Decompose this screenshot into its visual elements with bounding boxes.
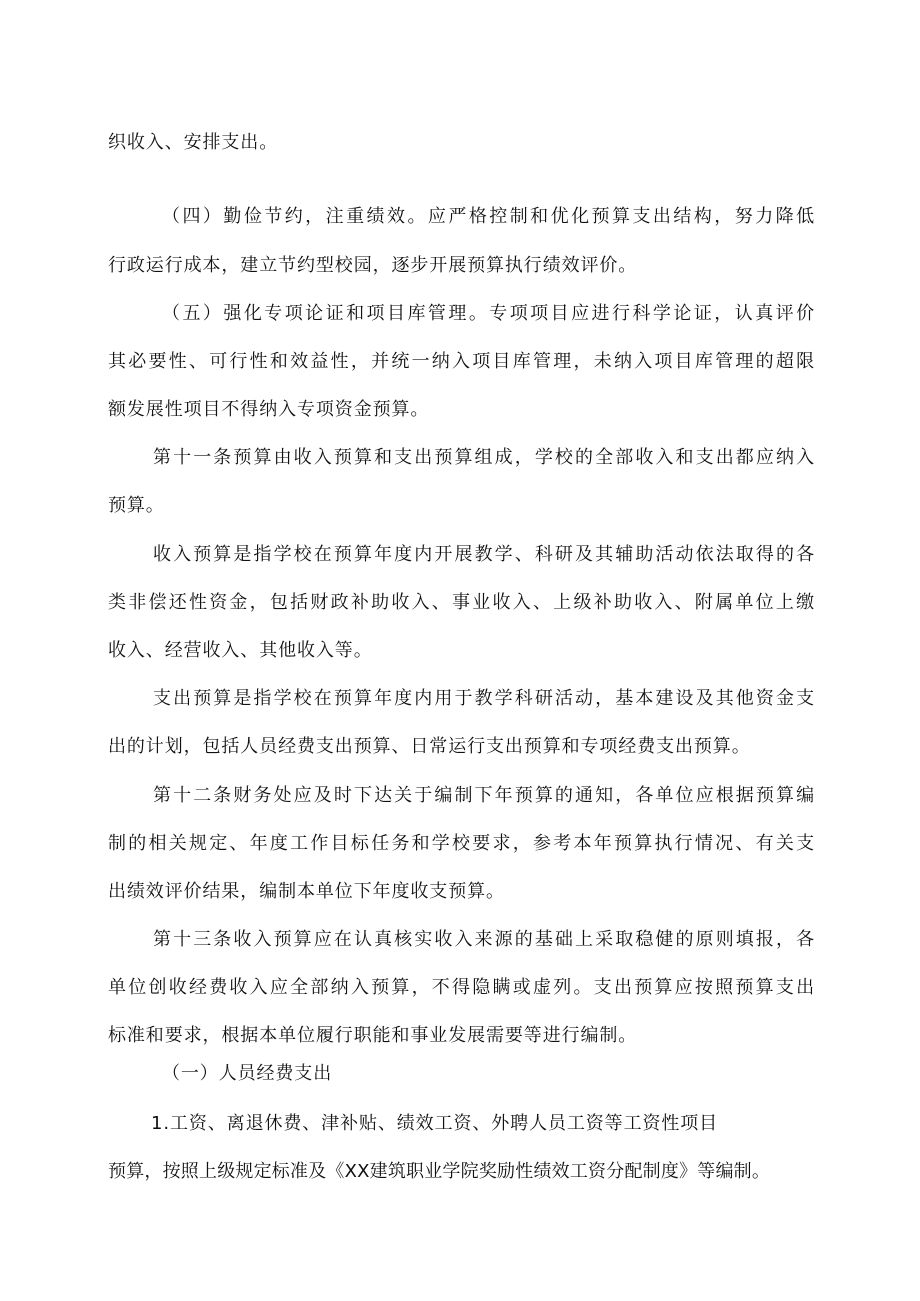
text-line: （四）勤俭节约，注重绩效。应严格控制和优化预算支出结构，努力降低: [162, 206, 815, 227]
text-line: 单位创收经费收入应全部纳入预算，不得隐瞒或虚列。支出预算应按照预算支出: [108, 977, 815, 998]
text-line: 1.工资、离退休费、津补贴、绩效工资、外聘人员工资等工资性项目: [151, 1113, 719, 1134]
subheading: （一）人员经费支出: [162, 1063, 333, 1084]
text-line: 出的计划，包括人员经费支出预算、日常运行支出预算和专项经费支出预算。: [108, 736, 751, 757]
text-line: （五）强化专项论证和项目库管理。专项项目应进行科学论证，认真评价: [162, 303, 815, 324]
text-line: 类非偿还性资金，包括财政补助收入、事业收入、上级补助收入、附属单位上缴: [108, 592, 815, 613]
text-line: 预算，按照上级规定标准及《XX建筑职业学院奖励性绩效工资分配制度》等编制。: [108, 1161, 771, 1182]
text-line: 额发展性项目不得纳入专项资金预算。: [108, 399, 430, 420]
text-line: 行政运行成本，建立节约型校园，逐步开展预算执行绩效评价。: [108, 255, 638, 276]
text-line: 支出预算是指学校在预算年度内用于教学科研活动，基本建设及其他资金支: [153, 688, 815, 709]
text-line: 第十一条预算由收入预算和支出预算组成，学校的全部收入和支出都应纳入: [153, 447, 815, 468]
text-line: 其必要性、可行性和效益性，并统一纳入项目库管理，未纳入项目库管理的超限: [108, 351, 815, 372]
text-line: 标准和要求，根据本单位履行职能和事业发展需要等进行编制。: [108, 1025, 638, 1046]
text-line: 制的相关规定、年度工作目标任务和学校要求，参考本年预算执行情况、有关支: [108, 833, 815, 854]
text-line: 出绩效评价结果，编制本单位下年度收支预算。: [108, 881, 505, 902]
text-line: 收入、经营收入、其他收入等。: [108, 640, 373, 661]
text-line: 收入预算是指学校在预算年度内开展教学、科研及其辅助活动依法取得的各: [153, 544, 815, 565]
text-line: 第十三条收入预算应在认真核实收入来源的基础上采取稳健的原则填报，各: [153, 929, 815, 950]
text-line: 第十二条财务处应及时下达关于编制下年预算的通知，各单位应根据预算编: [153, 785, 815, 806]
text-line: 预算。: [108, 495, 165, 516]
text-line: 织收入、安排支出。: [108, 132, 279, 153]
